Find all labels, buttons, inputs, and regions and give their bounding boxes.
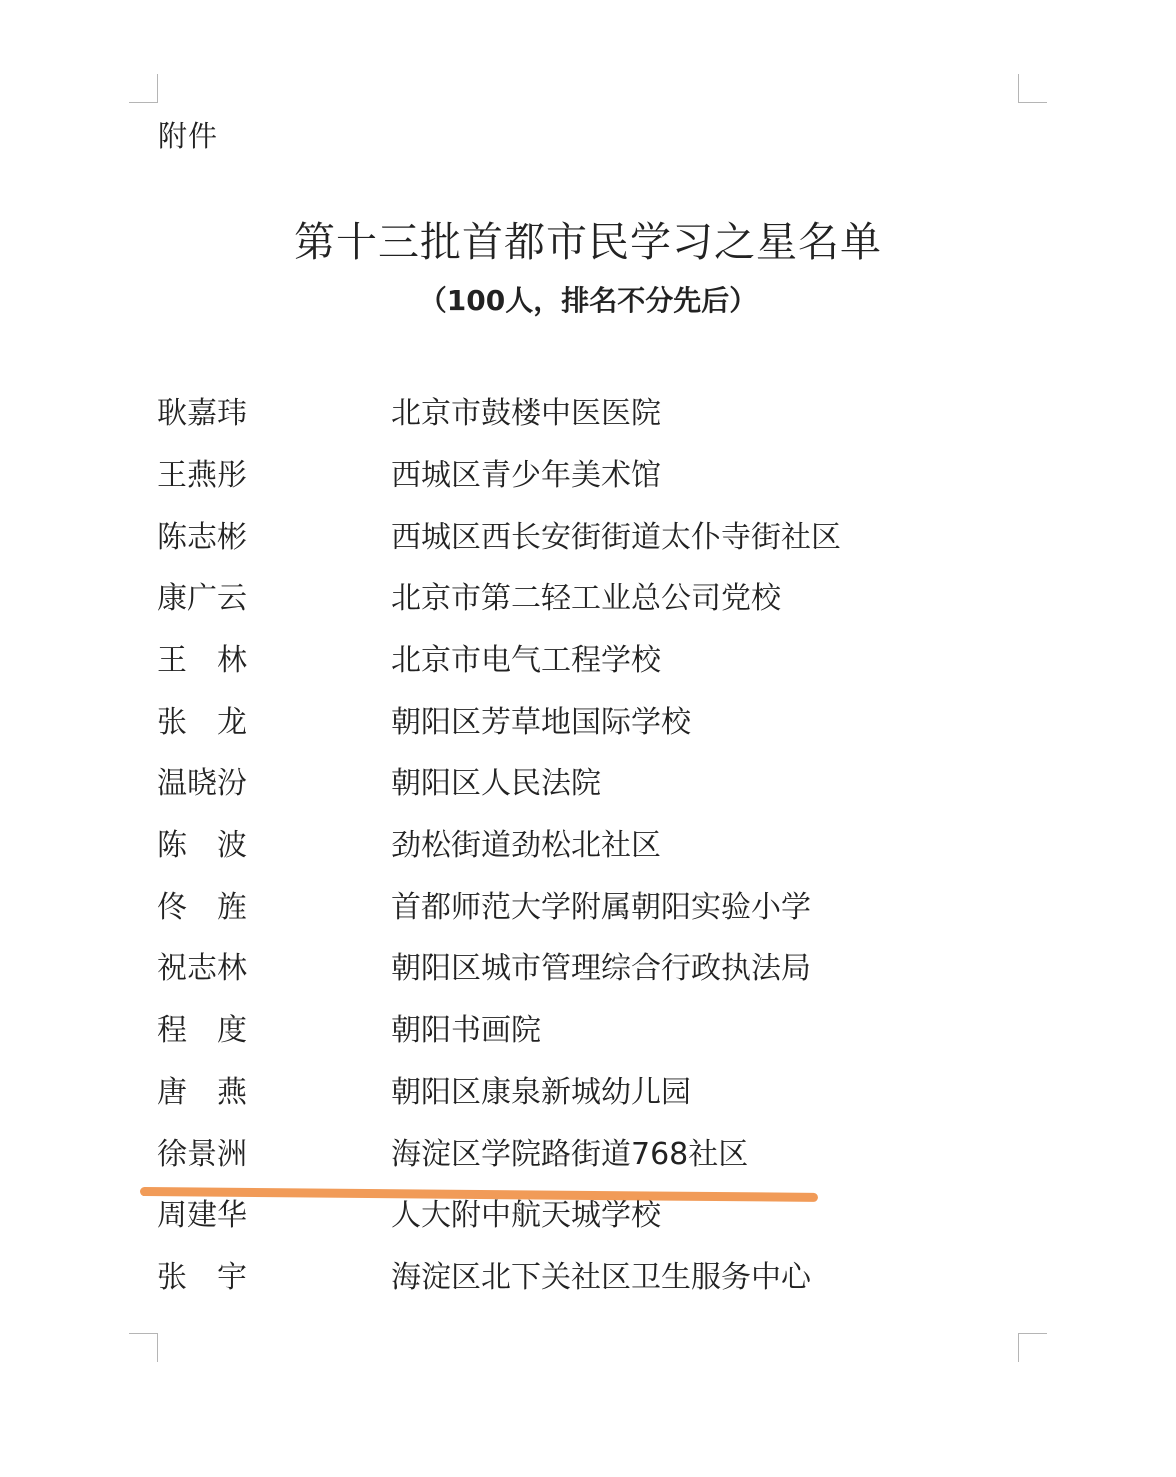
honoree-name: 张 龙 [157, 705, 247, 740]
honoree-name: 祝志林 [157, 951, 247, 986]
honoree-name: 王 林 [157, 643, 247, 678]
crop-mark-bottom-left [129, 1333, 158, 1362]
honoree-organization: 朝阳书画院 [391, 1013, 541, 1048]
honoree-organization: 人大附中航天城学校 [391, 1198, 661, 1233]
honoree-name: 徐景洲 [157, 1137, 247, 1172]
honoree-organization: 朝阳区芳草地国际学校 [391, 705, 691, 740]
honoree-organization: 海淀区学院路街道768社区 [391, 1137, 749, 1172]
list-item [0, 454, 1176, 498]
crop-mark-bottom-right [1018, 1333, 1047, 1362]
list-item [0, 701, 1176, 745]
honoree-name: 康广云 [157, 581, 247, 616]
honoree-name: 程 度 [157, 1013, 247, 1048]
honoree-organization: 朝阳区康泉新城幼儿园 [391, 1075, 691, 1110]
honoree-name: 周建华 [157, 1198, 247, 1233]
list-item [0, 1009, 1176, 1053]
list-item [0, 947, 1176, 991]
list-item [0, 516, 1176, 560]
list-item [0, 886, 1176, 930]
crop-mark-top-right [1018, 74, 1047, 103]
honoree-organization: 北京市鼓楼中医医院 [391, 396, 661, 431]
honoree-name: 陈 波 [157, 828, 247, 863]
list-item [0, 392, 1176, 436]
honoree-organization: 西城区青少年美术馆 [391, 458, 661, 493]
honoree-organization: 海淀区北下关社区卫生服务中心 [391, 1260, 811, 1295]
list-item [0, 1256, 1176, 1300]
honoree-name: 耿嘉玮 [157, 396, 247, 431]
honoree-name: 陈志彬 [157, 520, 247, 555]
honoree-organization: 首都师范大学附属朝阳实验小学 [391, 890, 811, 925]
honoree-name: 张 宇 [157, 1260, 247, 1295]
honoree-name: 佟 旌 [157, 890, 247, 925]
honoree-organization: 朝阳区人民法院 [391, 766, 601, 801]
honoree-name: 唐 燕 [157, 1075, 247, 1110]
list-item [0, 1194, 1176, 1238]
list-item [0, 639, 1176, 683]
list-item [0, 1071, 1176, 1115]
honoree-organization: 朝阳区城市管理综合行政执法局 [391, 951, 811, 986]
honoree-organization: 北京市第二轻工业总公司党校 [391, 581, 781, 616]
honoree-organization: 西城区西长安街街道太仆寺街社区 [391, 520, 841, 555]
honoree-organization: 劲松街道劲松北社区 [391, 828, 661, 863]
list-item [0, 762, 1176, 806]
list-item [0, 577, 1176, 621]
honoree-name: 温晓汾 [157, 766, 247, 801]
honoree-name: 王燕彤 [157, 458, 247, 493]
document-title: 第十三批首都市民学习之星名单 [294, 218, 882, 266]
honoree-organization: 北京市电气工程学校 [391, 643, 661, 678]
list-item [0, 1133, 1176, 1177]
document-subtitle: （100人，排名不分先后） [418, 284, 758, 317]
attachment-label: 附件 [158, 119, 219, 153]
list-item [0, 824, 1176, 868]
crop-mark-top-left [129, 74, 158, 103]
